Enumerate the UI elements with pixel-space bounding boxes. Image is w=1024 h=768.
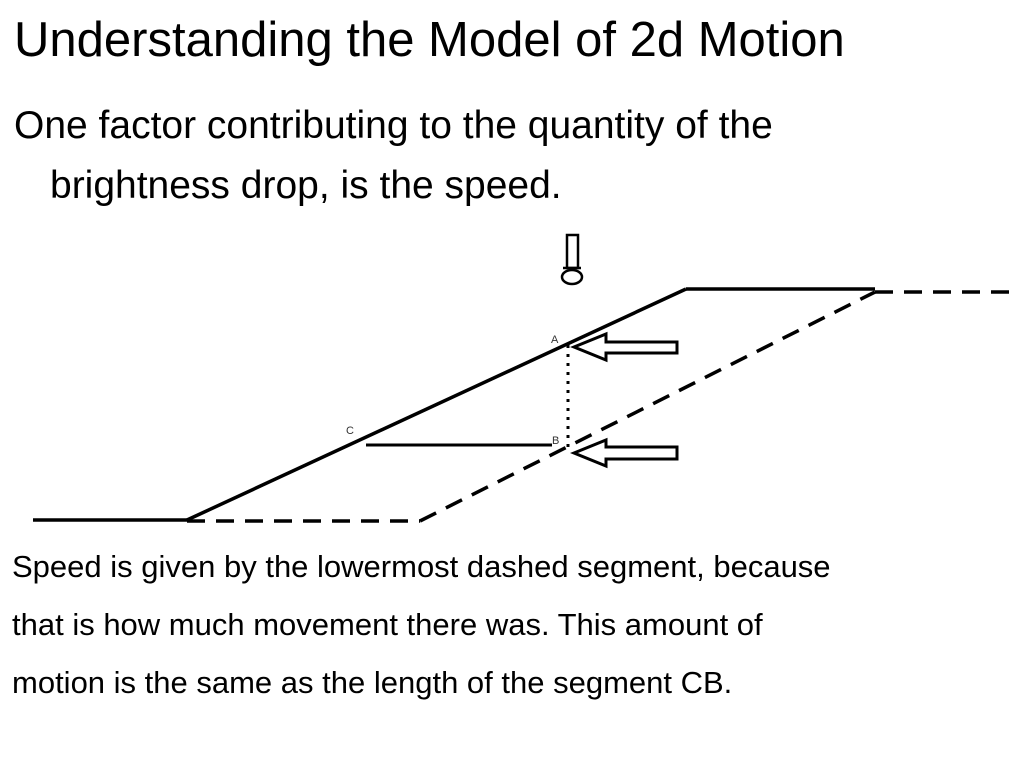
label-c: C xyxy=(346,425,354,437)
bullet-line-2: brightness drop, is the speed. xyxy=(50,164,562,207)
explanation-line-2: that is how much movement there was. This amount of xyxy=(12,607,763,642)
slide-title: Understanding the Model of 2d Motion xyxy=(14,13,845,67)
arrow-to-a xyxy=(574,334,677,360)
explanation-line-3: motion is the same as the length of the segment CB. xyxy=(12,665,733,700)
explanation-line-1: Speed is given by the lowermost dashed segment, because xyxy=(12,549,831,584)
arrow-to-b xyxy=(574,440,677,466)
solid-slope-line xyxy=(187,289,686,520)
explanation-text xyxy=(12,538,1012,712)
label-a: A xyxy=(551,334,559,346)
flashlight-icon xyxy=(562,235,582,284)
label-b: B xyxy=(552,435,560,447)
dashed-slope-line xyxy=(420,292,875,521)
bullet-line-1: One factor contributing to the quantity of the xyxy=(14,104,773,147)
